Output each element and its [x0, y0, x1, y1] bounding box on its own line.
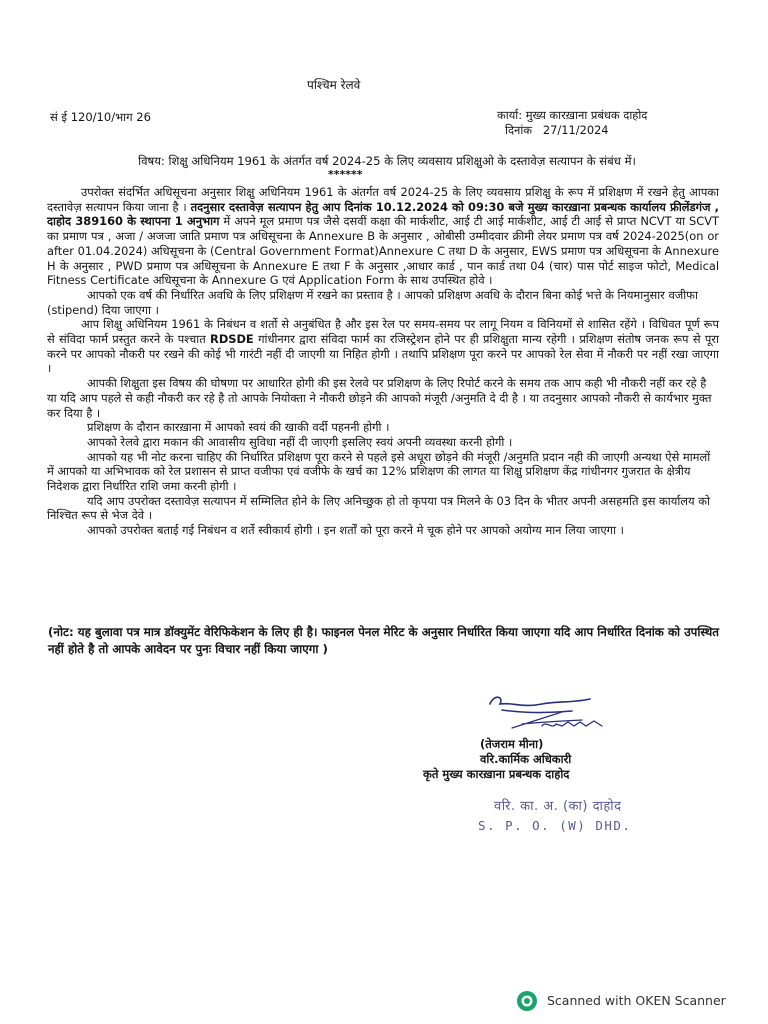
para3-rdsde: RDSDE — [210, 332, 254, 347]
paragraph-rules — [47, 317, 719, 376]
scanner-watermark-text: Scanned with OKEN Scanner — [547, 993, 726, 1008]
stamp-hindi: वरि. का. अ. (का) दाहोद — [494, 799, 622, 814]
date-value: 27/11/2024 — [542, 123, 609, 137]
note-paragraph: (नोट: यह बुलावा पत्र मात्र डॉक्युमेंट वेरिफिकेशन के लिए ही है। फाइनल पेनल मेरिट के अनुसार निर्धारित किया जाएगा यदि आप निर्धारित दिनांक को उपस्थित नहीं होते है तो आपके आवेदन पर पुनः विचार नहीं किया जाएगा ) — [48, 625, 720, 656]
date-label: दिनांक — [505, 123, 533, 137]
paragraph-document-verification — [47, 185, 719, 288]
issuing-office: कार्या: मुख्य कारख़ाना प्रबंधक दाहोद — [497, 108, 648, 122]
stamp-english: S. P. O. (W) DHD. — [478, 818, 632, 833]
letter-date — [505, 123, 609, 137]
para1-intro: उपरोक्त संदर्भित अधिसूचना अनुसार शिक्षु अधिनियम 1961 के अंतर्गत वर्ष 2024-25 के लिए व्यवसाय प्रशिक्षु के रूप में प्रशिक्षण में रखने हेतु आपका दस्तावेज़ सत्यापन किया जाना है । — [47, 185, 719, 214]
organization-heading: पश्चिम रेलवे — [307, 78, 361, 92]
paragraph-leaving-training: आपको यह भी नोट करना चाहिए की निर्धारित प्रशिक्षण पूरा करने से पहले इसे अधूरा छोड़ने की मंजूरी /अनुमति प्रदान नही की जाएगी अन्यथा ऐसे मामलों में आपको या अभिभावक को रेल प्रशासन से प्राप्त वजीफा एवं वजीफे के खर्च का 12% प्रशिक्षण की लागत या शिक्षु प्रशिक्षण केंद्र गांधीनगर गुजरात के क्षेत्रीय निदेशक द्वारा निर्धारित राशि जमा करनी होगी । — [47, 449, 711, 494]
paragraph-accommodation: आपको रेलवे द्वारा मकान की आवासीय सुविधा नहीं दी जाएगी इसलिए स्वयं अपनी व्यवस्था करनी होगी । — [87, 434, 513, 449]
separator-stars: ****** — [328, 168, 363, 181]
reference-number: सं ई 120/10/भाग 26 — [50, 110, 151, 124]
paragraph-stipend: आपको एक वर्ष की निर्धारित अवधि के लिए प्रशिक्षण में रखने का प्रस्ताव है । आपको प्रशिक्षण अवधि के दौरान बिना कोई भत्ते के नियमानुसार वजीफा (stipend) दिया जाएगा । — [47, 287, 698, 317]
letter-body — [47, 185, 719, 538]
scanner-logo-icon — [516, 990, 538, 1012]
signatory-office: कृते मुख्य कारख़ाना प्रबन्धक दाहोद — [423, 767, 570, 781]
para3-registration: गांधीनगर द्वारा संविदा फार्म का रजिस्ट्रेशन होने पर ही प्रशिक्षुता मान्य रहेगी । प्रशिक्षण संतोष जनक रूप से पूरा करने पर आपको नौकरी पर रखने की कोई भी गारंटी नहीं दी जाएगी या निहित होगी । तथापि प्रशिक्षण पूरा करने पर आपको रेल सेवा में नौकरी पर नहीं रखा जाएगा । — [47, 332, 719, 376]
handwritten-signature — [482, 690, 632, 735]
paragraph-employment-declaration: आपकी शिक्षुता इस विषय की घोषणा पर आधारित होगी की इस रेलवे पर प्रशिक्षण के लिए रिपोर्ट करने के समय तक आप कही भी नौकरी नहीं कर रहे है या यदि आप पहले से कही नौकरी कर रहे है तो आपके नियोक्ता ने नौकरी छोड़ने की आपको मंजूरी /अनुमति दे दी है । या तदनुसार आपको नौकरी से कार्यभार मुक्त कर दिया है । — [47, 376, 712, 420]
signatory-name: (तेजराम मीना) — [480, 737, 544, 751]
subject-line: विषय: शिक्षु अधिनियम 1961 के अंतर्गत वर्ष 2024-25 के लिए व्यवसाय प्रशिक्षुओ के दस्तावेज़ सत्यापन के संबंध में। — [138, 154, 636, 168]
paragraph-uniform: प्रशिक्षण के दौरान कारख़ाना में आपको स्वयं की खाकी वर्दी पहननी होगी । — [87, 420, 390, 435]
para1-verification-schedule: तदनुसार दस्तावेज़ सत्यापन हेतु आप दिनांक 10.12.2024 को 09:30 बजे मुख्य कारख़ाना प्रबन्धक कार्यालय फ्रीलेंडगंज , दाहोद 389160 के स्थापना 1 अनुभाग — [47, 199, 719, 229]
para3-rules: आप शिक्षु अधिनियम 1961 के निबंधन व शर्तो से अनुबंधित है और इस रेल पर समय-समय पर लागू नियम व विनियमों से शासित रहेंगे । विधिवत पूर्ण रूप से संविदा फार्म प्रस्तुत करने के पश्चात — [47, 317, 719, 347]
signatory-designation: वरि.कार्मिक अधिकारी — [480, 752, 572, 766]
paragraph-disagreement: यदि आप उपरोक्त दस्तावेज़ सत्यापन में सम्मिलित होने के लिए अनिच्छुक हो तो कृपया पत्र मिलने के 03 दिन के भीतर अपनी असहमति इस कार्यालय को निश्चित रूप से भेज देवे । — [47, 493, 710, 523]
paragraph-acceptance: आपको उपरोक्त बताई गई निबंधन व शर्ते स्वीकार्य होगी । इन शर्तों को पूरा करने मे चूक होने पर आपको अयोग्य मान लिया जाएगा । — [87, 523, 624, 538]
para1-documents-list: में अपने मूल प्रमाण पत्र जैसे दसवीं कक्षा की मार्कशीट, आई टी आई मार्कशीट, आई टी आई से प्राप्त NCVT या SCVT का प्रमाण पत्र , अजा / अजजा जाति प्रमाण पत्र अधिसूचना के Annexure B के अनुसार , ओबीसी उम्मीदवार क्रीमी लेयर प्रमाण पत्र वर्ष 2024-2025(on or after 01.04.2024) अधिसूचना के (Central Government Format)Annexure C तथा D के अनुसार, EWS प्रमाण पत्र अधिसूचना के Annexure H के अनुसार , PWD प्रमाण पत्र अधिसूचना के Annexure E तथा F के अनुसार ,आधार कार्ड , पान कार्ड तथा 04 (चार) पास पोर्ट साइज फोटो, Medical Fitness Certificate अधिसूचना के Annexure G एवं Application Form के साथ उपस्थित होवे । — [47, 214, 719, 288]
